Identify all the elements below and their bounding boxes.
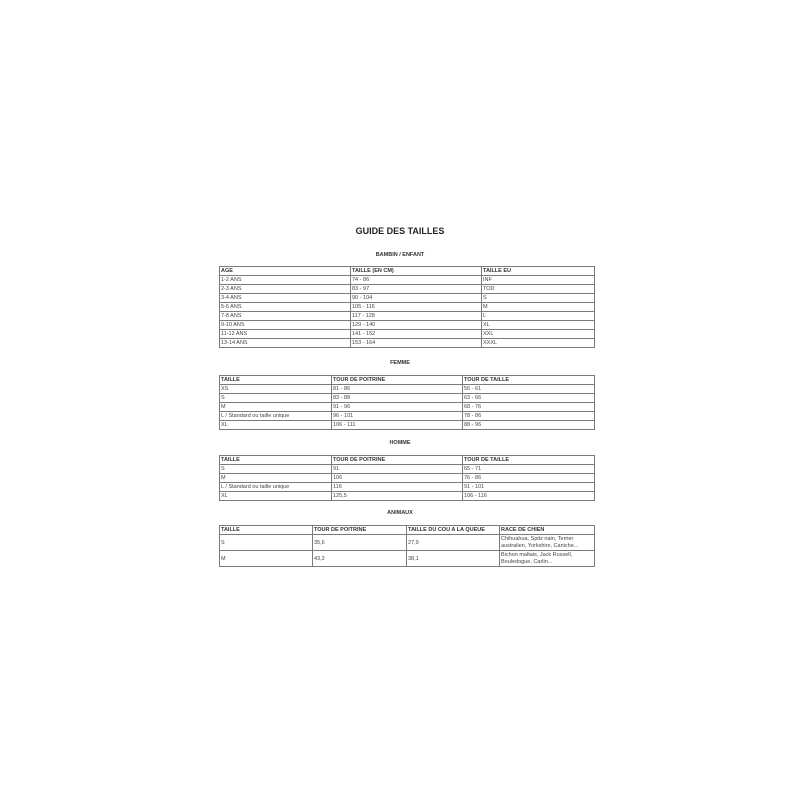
table-row bbox=[220, 312, 595, 321]
table-cell: 68 - 76 bbox=[463, 403, 595, 412]
column-header: TAILLE EU bbox=[482, 267, 595, 276]
table-row bbox=[220, 276, 595, 285]
table-row bbox=[220, 385, 595, 394]
table-cell: 56 - 61 bbox=[463, 385, 595, 394]
table-cell: XL bbox=[482, 321, 595, 330]
table-header-row bbox=[220, 267, 595, 276]
table-cell: 3-4 ANS bbox=[220, 294, 351, 303]
table-cell: 153 - 164 bbox=[351, 339, 482, 348]
table-cell: 2-3 ANS bbox=[220, 285, 351, 294]
table-cell: M bbox=[220, 474, 332, 483]
table-cell: XS bbox=[220, 385, 332, 394]
column-header: TAILLE (EN CM) bbox=[351, 267, 482, 276]
table-cell: 106 - 116 bbox=[463, 492, 595, 501]
table-cell: S bbox=[220, 535, 313, 551]
table-cell: S bbox=[220, 465, 332, 474]
table-row bbox=[220, 303, 595, 312]
table-row bbox=[220, 474, 595, 483]
table-cell: 83 - 88 bbox=[332, 394, 463, 403]
table-cell: S bbox=[482, 294, 595, 303]
table-cell: 76 - 86 bbox=[463, 474, 595, 483]
table-cell: 117 - 128 bbox=[351, 312, 482, 321]
table-cell: 38,1 bbox=[407, 551, 500, 567]
table-row bbox=[220, 412, 595, 421]
table-row bbox=[220, 294, 595, 303]
table-cell: TOD bbox=[482, 285, 595, 294]
column-header: TAILLE DU COU A LA QUEUE bbox=[407, 526, 500, 535]
table-cell: 125,5 bbox=[332, 492, 463, 501]
table-cell: 105 - 116 bbox=[351, 303, 482, 312]
table-cell: M bbox=[220, 403, 332, 412]
column-header: AGE bbox=[220, 267, 351, 276]
table-cell: 81 - 86 bbox=[332, 385, 463, 394]
table-cell: 27,9 bbox=[407, 535, 500, 551]
table-cell: Bichon maltais, Jack Russell, Bouledogue, Carlin... bbox=[500, 551, 595, 567]
table-cell: XL bbox=[220, 421, 332, 430]
table-cell: S bbox=[220, 394, 332, 403]
table-cell: Chihuahua, Spitz nain, Terrier australien, Yorkshire, Caniche... bbox=[500, 535, 595, 551]
table-cell: 106 bbox=[332, 474, 463, 483]
table-cell: 7-8 ANS bbox=[220, 312, 351, 321]
table-header-row bbox=[220, 376, 595, 385]
table-cell: L bbox=[482, 312, 595, 321]
table-row bbox=[220, 421, 595, 430]
table-cell: 129 - 140 bbox=[351, 321, 482, 330]
table-cell: 43,2 bbox=[313, 551, 407, 567]
table-cell: 91 - 96 bbox=[332, 403, 463, 412]
table-row bbox=[220, 535, 595, 551]
table-row bbox=[220, 403, 595, 412]
men-size-table bbox=[219, 455, 595, 501]
table-row bbox=[220, 339, 595, 348]
table-cell: 1-2 ANS bbox=[220, 276, 351, 285]
table-cell: M bbox=[220, 551, 313, 567]
column-header: TAILLE bbox=[220, 526, 313, 535]
table-cell: 106 - 111 bbox=[332, 421, 463, 430]
table-row bbox=[220, 465, 595, 474]
table-cell: 74 - 86 bbox=[351, 276, 482, 285]
table-cell: 83 - 97 bbox=[351, 285, 482, 294]
column-header: TAILLE bbox=[220, 376, 332, 385]
table-cell: 11-12 ANS bbox=[220, 330, 351, 339]
column-header: TOUR DE POITRINE bbox=[313, 526, 407, 535]
table-row bbox=[220, 321, 595, 330]
table-cell: INF bbox=[482, 276, 595, 285]
table-cell: 5-6 ANS bbox=[220, 303, 351, 312]
column-header: TOUR DE POITRINE bbox=[332, 376, 463, 385]
table-cell: 141 - 152 bbox=[351, 330, 482, 339]
table-cell: 9-10 ANS bbox=[220, 321, 351, 330]
column-header: TOUR DE TAILLE bbox=[463, 456, 595, 465]
table-cell: L / Standard ou taille unique bbox=[220, 483, 332, 492]
table-cell: 88 - 96 bbox=[463, 421, 595, 430]
table-cell: XXL bbox=[482, 330, 595, 339]
column-header: TAILLE bbox=[220, 456, 332, 465]
table-cell: L / Standard ou taille unique bbox=[220, 412, 332, 421]
table-row bbox=[220, 483, 595, 492]
section-title-animals: ANIMAUX bbox=[387, 510, 413, 516]
animals-size-table bbox=[219, 525, 595, 567]
table-header-row bbox=[220, 526, 595, 535]
table-row bbox=[220, 330, 595, 339]
table-cell: 96 - 101 bbox=[332, 412, 463, 421]
column-header: RACE DE CHIEN bbox=[500, 526, 595, 535]
table-header-row bbox=[220, 456, 595, 465]
column-header: TOUR DE TAILLE bbox=[463, 376, 595, 385]
table-cell: M bbox=[482, 303, 595, 312]
table-cell: 116 bbox=[332, 483, 463, 492]
women-size-table bbox=[219, 375, 595, 430]
table-cell: XL bbox=[220, 492, 332, 501]
table-cell: 90 - 104 bbox=[351, 294, 482, 303]
table-row bbox=[220, 394, 595, 403]
table-cell: XXXL bbox=[482, 339, 595, 348]
table-cell: 65 - 71 bbox=[463, 465, 595, 474]
table-row bbox=[220, 285, 595, 294]
table-cell: 35,6 bbox=[313, 535, 407, 551]
column-header: TOUR DE POITRINE bbox=[332, 456, 463, 465]
table-cell: 63 - 66 bbox=[463, 394, 595, 403]
kids-size-table bbox=[219, 266, 595, 348]
table-cell: 91 bbox=[332, 465, 463, 474]
table-cell: 91 - 101 bbox=[463, 483, 595, 492]
table-row bbox=[220, 492, 595, 501]
section-title-women: FEMME bbox=[390, 360, 410, 366]
table-cell: 78 - 86 bbox=[463, 412, 595, 421]
page-title: GUIDE DES TAILLES bbox=[355, 226, 445, 236]
section-title-kids: BAMBIN / ENFANT bbox=[375, 252, 425, 258]
table-cell: 13-14 ANS bbox=[220, 339, 351, 348]
section-title-men: HOMME bbox=[389, 440, 411, 446]
table-row bbox=[220, 551, 595, 567]
